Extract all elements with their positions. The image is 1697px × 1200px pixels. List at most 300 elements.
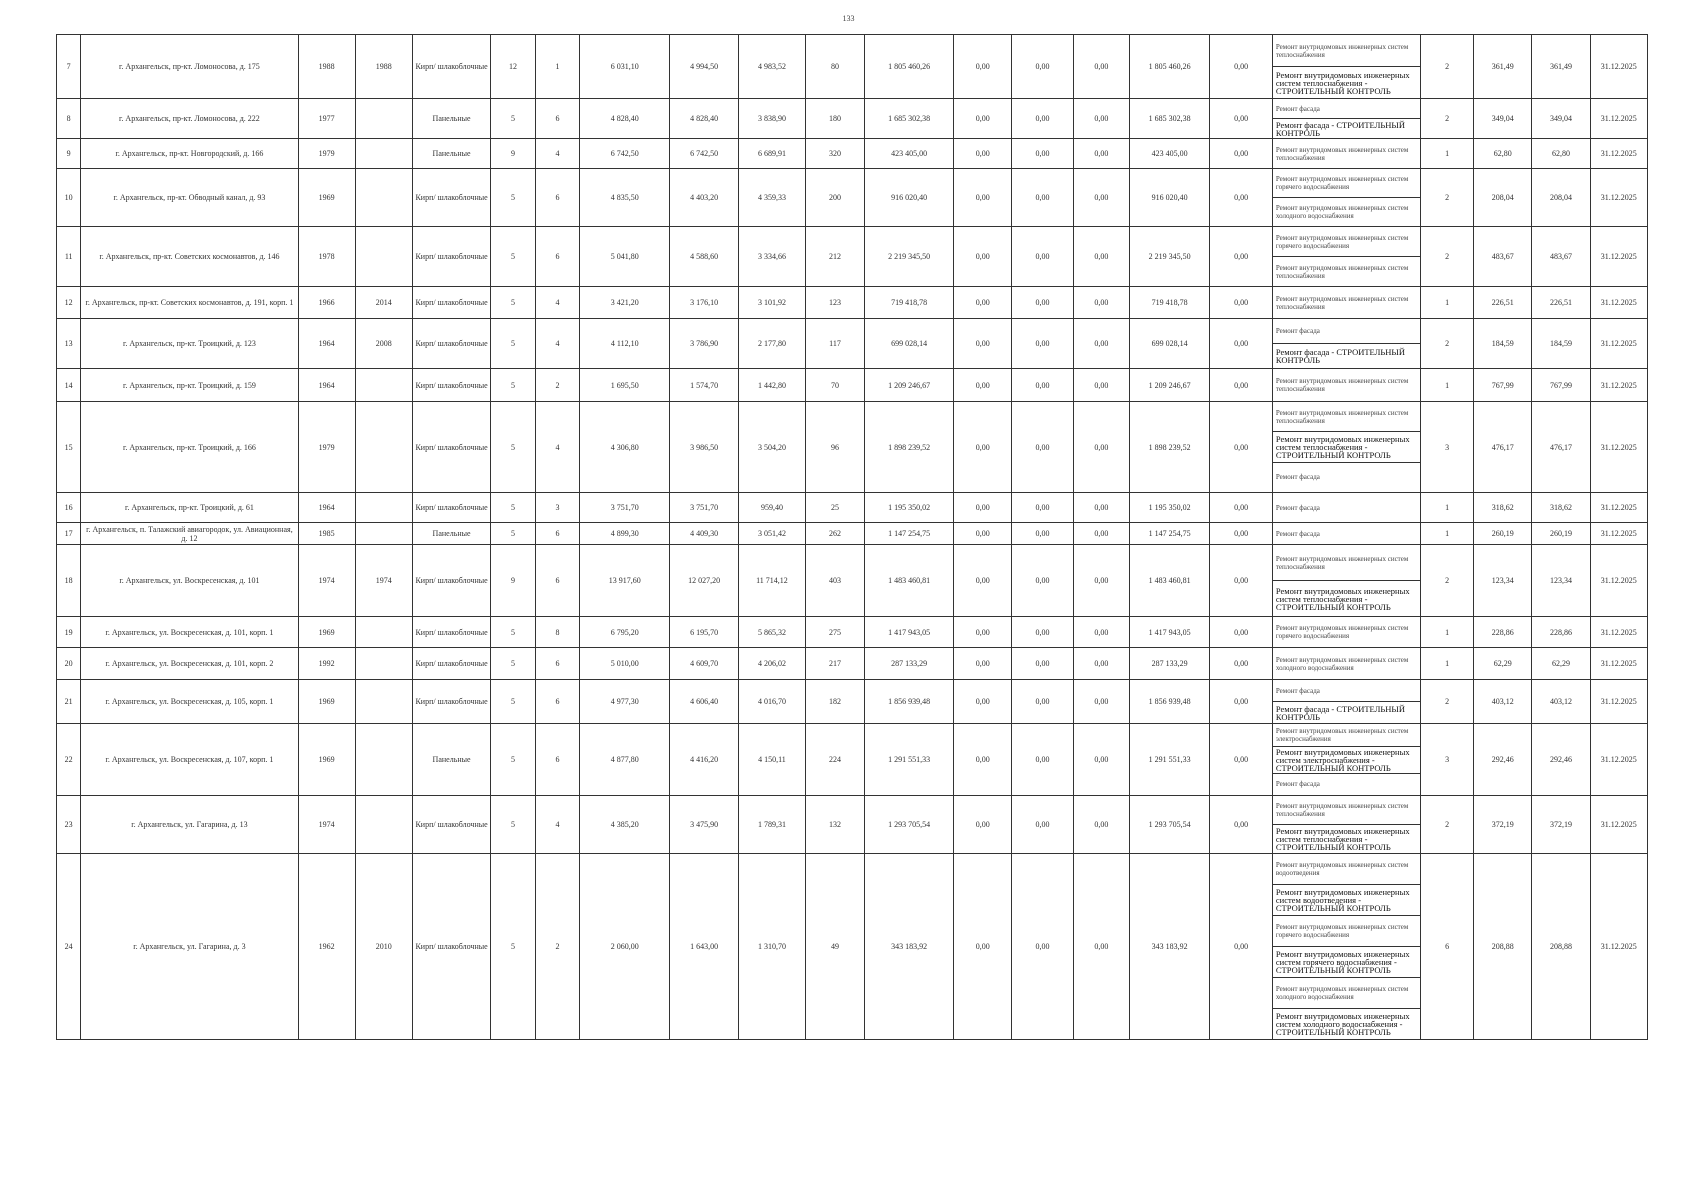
cell-walls: Кирп/ шлакоблочные [412, 617, 490, 648]
cell-limit-per-m2: 123,34 [1532, 545, 1590, 617]
cell-entrances: 6 [535, 169, 579, 227]
work-item: Ремонт внутридомовых инженерных систем холодного водоснабжения [1275, 655, 1409, 672]
cell-floors: 5 [491, 648, 535, 680]
cell-entrances: 6 [535, 724, 579, 796]
cell-floors: 5 [491, 493, 535, 523]
cell-cost-total: 1 417 943,05 [865, 617, 954, 648]
table-row [57, 402, 1648, 493]
cell-cost-per-m2: 123,34 [1474, 545, 1532, 617]
cell-area-res: 4 828,40 [670, 99, 739, 139]
cell-limit-per-m2: 62,80 [1532, 139, 1590, 169]
cell-area-own: 11 714,12 [739, 545, 806, 617]
work-item: Ремонт фасада [1273, 680, 1420, 702]
cell-deadline: 31.12.2025 [1590, 227, 1647, 287]
cell-year-built: 1974 [298, 796, 355, 854]
cell-year-built: 1979 [298, 139, 355, 169]
table-row [57, 617, 1648, 648]
cell-area-total: 5 010,00 [580, 648, 670, 680]
cell-cost-per-m2: 62,29 [1474, 648, 1532, 680]
work-item: Ремонт фасада - СТРОИТЕЛЬНЫЙ КОНТРОЛЬ [1275, 347, 1405, 365]
cell-area-own: 5 865,32 [739, 617, 806, 648]
cell-floors: 5 [491, 523, 535, 545]
cell-fund-reg: 0,00 [1012, 319, 1073, 369]
work-item: Ремонт фасада [1275, 473, 1320, 482]
cell-entrances: 8 [535, 617, 579, 648]
cell-fund-other: 0,00 [1210, 287, 1272, 319]
cell-area-res: 3 786,90 [670, 319, 739, 369]
cell-fund-own: 287 133,29 [1129, 648, 1210, 680]
cell-cost-total: 1 195 350,02 [865, 493, 954, 523]
table-body [57, 35, 1648, 1040]
cell-entrances: 4 [535, 319, 579, 369]
cell-entrances: 6 [535, 227, 579, 287]
cell-deadline: 31.12.2025 [1590, 35, 1647, 99]
work-item: Ремонт внутридомовых инженерных систем теплоснабжения [1273, 545, 1420, 581]
cell-walls: Кирп/ шлакоблочные [412, 648, 490, 680]
cell-works-count: 3 [1421, 724, 1474, 796]
cell-year-built: 1962 [298, 854, 355, 1040]
cell-fund-fed: 0,00 [954, 796, 1012, 854]
work-item: Ремонт внутридомовых инженерных систем водоотведения - СТРОИТЕЛЬНЫЙ КОНТРОЛЬ [1273, 885, 1420, 916]
cell-deadline: 31.12.2025 [1590, 523, 1647, 545]
cell-area-res: 3 751,70 [670, 493, 739, 523]
cell-fund-reg: 0,00 [1012, 545, 1073, 617]
work-item: Ремонт внутридомовых инженерных систем теплоснабжения [1273, 796, 1420, 825]
cell-cost-per-m2: 208,04 [1474, 169, 1532, 227]
cell-works-count: 2 [1421, 680, 1474, 724]
cell-year-recon [355, 169, 412, 227]
cell-year-recon [355, 99, 412, 139]
cell-works [1272, 648, 1420, 680]
cell-entrances: 2 [535, 854, 579, 1040]
cell-floors: 5 [491, 369, 535, 402]
cell-residents: 217 [805, 648, 864, 680]
cell-year-recon [355, 680, 412, 724]
works-list [1273, 35, 1420, 98]
works-list [1273, 724, 1420, 795]
cell-address: г. Архангельск, ул. Воскресенская, д. 105, корп. 1 [81, 680, 298, 724]
cell-fund-mun: 0,00 [1073, 493, 1129, 523]
cell-fund-fed: 0,00 [954, 617, 1012, 648]
works-list [1273, 617, 1420, 647]
cell-fund-own: 1 195 350,02 [1129, 493, 1210, 523]
cell-works [1272, 402, 1420, 493]
cell-limit-per-m2: 372,19 [1532, 796, 1590, 854]
cell-cost-total: 287 133,29 [865, 648, 954, 680]
cell-walls: Кирп/ шлакоблочные [412, 369, 490, 402]
cell-area-res: 3 475,90 [670, 796, 739, 854]
cell-fund-fed: 0,00 [954, 648, 1012, 680]
cell-walls: Кирп/ шлакоблочные [412, 545, 490, 617]
cell-residents: 182 [805, 680, 864, 724]
cell-area-total: 6 031,10 [580, 35, 670, 99]
cell-area-res: 1 643,00 [670, 854, 739, 1040]
work-item: Ремонт внутридомовых инженерных систем теплоснабжения - СТРОИТЕЛЬНЫЙ КОНТРОЛЬ [1275, 585, 1410, 612]
cell-floors: 5 [491, 854, 535, 1040]
cell-cost-per-m2: 483,67 [1474, 227, 1532, 287]
cell-cost-per-m2: 228,86 [1474, 617, 1532, 648]
cell-year-recon: 1988 [355, 35, 412, 99]
cell-fund-own: 1 147 254,75 [1129, 523, 1210, 545]
cell-fund-mun: 0,00 [1073, 796, 1129, 854]
work-item: Ремонт фасада [1275, 780, 1320, 789]
cell-area-own: 4 016,70 [739, 680, 806, 724]
cell-fund-fed: 0,00 [954, 35, 1012, 99]
cell-num: 21 [57, 680, 81, 724]
table-row [57, 648, 1648, 680]
cell-fund-reg: 0,00 [1012, 680, 1073, 724]
cell-fund-reg: 0,00 [1012, 648, 1073, 680]
cell-deadline: 31.12.2025 [1590, 648, 1647, 680]
cell-fund-other: 0,00 [1210, 99, 1272, 139]
cell-fund-other: 0,00 [1210, 169, 1272, 227]
cell-fund-fed: 0,00 [954, 493, 1012, 523]
cell-year-built: 1985 [298, 523, 355, 545]
cell-year-recon [355, 523, 412, 545]
works-list [1273, 854, 1420, 1039]
work-item: Ремонт внутридомовых инженерных систем теплоснабжения - СТРОИТЕЛЬНЫЙ КОНТРОЛЬ [1275, 69, 1410, 96]
cell-address: г. Архангельск, пр-кт. Троицкий, д. 61 [81, 493, 298, 523]
cell-fund-other: 0,00 [1210, 319, 1272, 369]
cell-residents: 403 [805, 545, 864, 617]
cell-area-res: 3 176,10 [670, 287, 739, 319]
cell-fund-fed: 0,00 [954, 319, 1012, 369]
work-item: Ремонт фасада [1275, 529, 1320, 538]
cell-works [1272, 35, 1420, 99]
work-item: Ремонт внутридомовых инженерных систем водоотведения [1273, 854, 1420, 885]
cell-works [1272, 796, 1420, 854]
cell-address: г. Архангельск, пр-кт. Новгородский, д. 166 [81, 139, 298, 169]
cell-area-res: 4 609,70 [670, 648, 739, 680]
cell-works-count: 1 [1421, 287, 1474, 319]
cell-year-recon [355, 617, 412, 648]
cell-walls: Панельные [412, 139, 490, 169]
cell-address: г. Архангельск, ул. Воскресенская, д. 101, корп. 2 [81, 648, 298, 680]
cell-fund-other: 0,00 [1210, 402, 1272, 493]
cell-floors: 5 [491, 227, 535, 287]
cell-limit-per-m2: 184,59 [1532, 319, 1590, 369]
cell-fund-mun: 0,00 [1073, 854, 1129, 1040]
table-row [57, 139, 1648, 169]
work-item: Ремонт внутридомовых инженерных систем горячего водоснабжения - СТРОИТЕЛЬНЫЙ КОНТРОЛЬ [1273, 947, 1420, 978]
cell-works-count: 2 [1421, 35, 1474, 99]
cell-fund-mun: 0,00 [1073, 724, 1129, 796]
cell-area-res: 3 986,50 [670, 402, 739, 493]
cell-deadline: 31.12.2025 [1590, 99, 1647, 139]
cell-limit-per-m2: 483,67 [1532, 227, 1590, 287]
cell-works-count: 2 [1421, 319, 1474, 369]
cell-fund-reg: 0,00 [1012, 854, 1073, 1040]
cell-num: 9 [57, 139, 81, 169]
cell-residents: 80 [805, 35, 864, 99]
work-item: Ремонт фасада [1273, 99, 1420, 119]
cell-fund-other: 0,00 [1210, 523, 1272, 545]
cell-works-count: 2 [1421, 227, 1474, 287]
work-item: Ремонт внутридомовых инженерных систем горячего водоснабжения [1275, 624, 1409, 640]
cell-area-own: 959,40 [739, 493, 806, 523]
cell-floors: 5 [491, 402, 535, 493]
cell-works [1272, 139, 1420, 169]
cell-works-count: 6 [1421, 854, 1474, 1040]
cell-fund-mun: 0,00 [1073, 648, 1129, 680]
cell-address: г. Архангельск, ул. Воскресенская, д. 101 [81, 545, 298, 617]
cell-address: г. Архангельск, пр-кт. Троицкий, д. 123 [81, 319, 298, 369]
cell-deadline: 31.12.2025 [1590, 545, 1647, 617]
cell-area-own: 6 689,91 [739, 139, 806, 169]
cell-cost-total: 1 483 460,81 [865, 545, 954, 617]
cell-area-own: 4 206,02 [739, 648, 806, 680]
table-row [57, 227, 1648, 287]
work-item: Ремонт внутридомовых инженерных систем теплоснабжения [1275, 294, 1409, 311]
cell-works-count: 2 [1421, 99, 1474, 139]
cell-year-recon: 1974 [355, 545, 412, 617]
cell-residents: 262 [805, 523, 864, 545]
cell-fund-reg: 0,00 [1012, 35, 1073, 99]
cell-floors: 9 [491, 139, 535, 169]
work-item: Ремонт внутридомовых инженерных систем холодного водоснабжения - СТРОИТЕЛЬНЫЙ КОНТРОЛЬ [1275, 1011, 1410, 1037]
cell-fund-other: 0,00 [1210, 854, 1272, 1040]
works-list [1273, 545, 1420, 616]
cell-walls: Панельные [412, 523, 490, 545]
cell-limit-per-m2: 318,62 [1532, 493, 1590, 523]
cell-works-count: 1 [1421, 523, 1474, 545]
cell-works-count: 2 [1421, 169, 1474, 227]
table-row [57, 523, 1648, 545]
cell-cost-per-m2: 403,12 [1474, 680, 1532, 724]
cell-address: г. Архангельск, пр-кт. Обводный канал, д. 93 [81, 169, 298, 227]
cell-entrances: 4 [535, 796, 579, 854]
cell-works-count: 3 [1421, 402, 1474, 493]
cell-works-count: 1 [1421, 617, 1474, 648]
cell-fund-mun: 0,00 [1073, 139, 1129, 169]
cell-year-built: 1978 [298, 227, 355, 287]
cell-cost-total: 916 020,40 [865, 169, 954, 227]
cell-fund-other: 0,00 [1210, 227, 1272, 287]
cell-deadline: 31.12.2025 [1590, 680, 1647, 724]
cell-area-total: 6 742,50 [580, 139, 670, 169]
cell-deadline: 31.12.2025 [1590, 287, 1647, 319]
cell-deadline: 31.12.2025 [1590, 617, 1647, 648]
work-item: Ремонт внутридомовых инженерных систем электроснабжения [1273, 724, 1420, 747]
cell-fund-other: 0,00 [1210, 35, 1272, 99]
cell-cost-total: 1 209 246,67 [865, 369, 954, 402]
cell-cost-per-m2: 292,46 [1474, 724, 1532, 796]
cell-works [1272, 169, 1420, 227]
cell-area-total: 4 835,50 [580, 169, 670, 227]
cell-year-built: 1964 [298, 319, 355, 369]
cell-fund-other: 0,00 [1210, 648, 1272, 680]
cell-year-recon [355, 796, 412, 854]
cell-fund-reg: 0,00 [1012, 139, 1073, 169]
table-row [57, 35, 1648, 99]
cell-works-count: 1 [1421, 493, 1474, 523]
cell-year-built: 1964 [298, 369, 355, 402]
cell-walls: Кирп/ шлакоблочные [412, 319, 490, 369]
cell-fund-own: 1 209 246,67 [1129, 369, 1210, 402]
works-list [1273, 680, 1420, 723]
cell-walls: Кирп/ шлакоблочные [412, 169, 490, 227]
cell-limit-per-m2: 208,88 [1532, 854, 1590, 1040]
cell-fund-fed: 0,00 [954, 99, 1012, 139]
work-item: Ремонт внутридомовых инженерных систем теплоснабжения [1275, 263, 1409, 280]
cell-fund-mun: 0,00 [1073, 35, 1129, 99]
cell-walls: Кирп/ шлакоблочные [412, 227, 490, 287]
cell-works-count: 1 [1421, 139, 1474, 169]
cell-cost-total: 1 856 939,48 [865, 680, 954, 724]
cell-num: 15 [57, 402, 81, 493]
cell-area-total: 6 795,20 [580, 617, 670, 648]
cell-works-count: 1 [1421, 369, 1474, 402]
cell-fund-mun: 0,00 [1073, 402, 1129, 493]
cell-cost-per-m2: 318,62 [1474, 493, 1532, 523]
cell-cost-per-m2: 62,80 [1474, 139, 1532, 169]
cell-fund-own: 1 685 302,38 [1129, 99, 1210, 139]
cell-fund-own: 916 020,40 [1129, 169, 1210, 227]
cell-floors: 5 [491, 169, 535, 227]
cell-year-built: 1992 [298, 648, 355, 680]
cell-limit-per-m2: 476,17 [1532, 402, 1590, 493]
cell-fund-own: 1 293 705,54 [1129, 796, 1210, 854]
cell-year-built: 1977 [298, 99, 355, 139]
cell-address: г. Архангельск, ул. Гагарина, д. 13 [81, 796, 298, 854]
cell-area-total: 3 751,70 [580, 493, 670, 523]
cell-cost-total: 2 219 345,50 [865, 227, 954, 287]
cell-address: г. Архангельск, пр-кт. Ломоносова, д. 222 [81, 99, 298, 139]
cell-address: г. Архангельск, ул. Гагарина, д. 3 [81, 854, 298, 1040]
works-list [1273, 169, 1420, 226]
works-list [1273, 493, 1420, 522]
table-row [57, 287, 1648, 319]
cell-fund-own: 699 028,14 [1129, 319, 1210, 369]
cell-deadline: 31.12.2025 [1590, 319, 1647, 369]
cell-year-recon [355, 227, 412, 287]
cell-fund-own: 423 405,00 [1129, 139, 1210, 169]
works-list [1273, 139, 1420, 168]
cell-fund-reg: 0,00 [1012, 724, 1073, 796]
cell-area-own: 4 983,52 [739, 35, 806, 99]
cell-area-total: 4 112,10 [580, 319, 670, 369]
cell-limit-per-m2: 228,86 [1532, 617, 1590, 648]
cell-area-own: 1 310,70 [739, 854, 806, 1040]
cell-entrances: 2 [535, 369, 579, 402]
cell-works [1272, 287, 1420, 319]
cell-area-total: 4 306,80 [580, 402, 670, 493]
cell-fund-other: 0,00 [1210, 369, 1272, 402]
cell-area-total: 3 421,20 [580, 287, 670, 319]
cell-entrances: 4 [535, 287, 579, 319]
cell-walls: Кирп/ шлакоблочные [412, 680, 490, 724]
cell-area-own: 4 150,11 [739, 724, 806, 796]
cell-fund-mun: 0,00 [1073, 99, 1129, 139]
cell-works-count: 2 [1421, 796, 1474, 854]
work-item: Ремонт внутридомовых инженерных систем горячего водоснабжения [1273, 169, 1420, 198]
cell-limit-per-m2: 403,12 [1532, 680, 1590, 724]
cell-fund-reg: 0,00 [1012, 287, 1073, 319]
cell-num: 13 [57, 319, 81, 369]
cell-year-built: 1969 [298, 617, 355, 648]
cell-num: 7 [57, 35, 81, 99]
cell-area-own: 3 051,42 [739, 523, 806, 545]
cell-address: г. Архангельск, п. Талажский авиагородок, ул. Авиационная, д. 12 [81, 523, 298, 545]
cell-fund-own: 1 805 460,26 [1129, 35, 1210, 99]
cell-address: г. Архангельск, пр-кт. Советских космонавтов, д. 146 [81, 227, 298, 287]
cell-area-own: 1 442,80 [739, 369, 806, 402]
work-item: Ремонт внутридомовых инженерных систем теплоснабжения [1273, 402, 1420, 432]
cell-walls: Кирп/ шлакоблочные [412, 35, 490, 99]
cell-fund-other: 0,00 [1210, 796, 1272, 854]
cell-fund-mun: 0,00 [1073, 369, 1129, 402]
cell-area-own: 2 177,80 [739, 319, 806, 369]
cell-year-recon: 2014 [355, 287, 412, 319]
cell-fund-fed: 0,00 [954, 169, 1012, 227]
cell-area-own: 3 334,66 [739, 227, 806, 287]
cell-year-recon [355, 139, 412, 169]
cell-area-total: 4 877,80 [580, 724, 670, 796]
cell-num: 10 [57, 169, 81, 227]
cell-floors: 9 [491, 545, 535, 617]
works-list [1273, 319, 1420, 368]
cell-walls: Кирп/ шлакоблочные [412, 796, 490, 854]
cell-fund-fed: 0,00 [954, 227, 1012, 287]
cell-entrances: 4 [535, 139, 579, 169]
cell-fund-fed: 0,00 [954, 139, 1012, 169]
cell-address: г. Архангельск, ул. Воскресенская, д. 101, корп. 1 [81, 617, 298, 648]
cell-entrances: 6 [535, 545, 579, 617]
cell-deadline: 31.12.2025 [1590, 369, 1647, 402]
cell-floors: 5 [491, 617, 535, 648]
cell-fund-reg: 0,00 [1012, 402, 1073, 493]
cell-cost-total: 1 805 460,26 [865, 35, 954, 99]
cell-walls: Кирп/ шлакоблочные [412, 402, 490, 493]
cell-num: 18 [57, 545, 81, 617]
cell-entrances: 1 [535, 35, 579, 99]
cell-fund-reg: 0,00 [1012, 617, 1073, 648]
cell-fund-mun: 0,00 [1073, 680, 1129, 724]
cell-area-total: 4 828,40 [580, 99, 670, 139]
cell-entrances: 4 [535, 402, 579, 493]
cell-fund-fed: 0,00 [954, 523, 1012, 545]
cell-fund-other: 0,00 [1210, 680, 1272, 724]
works-list [1273, 227, 1420, 286]
cell-year-recon [355, 402, 412, 493]
cell-num: 19 [57, 617, 81, 648]
cell-cost-total: 423 405,00 [865, 139, 954, 169]
cell-num: 8 [57, 99, 81, 139]
works-list [1273, 99, 1420, 138]
cell-fund-fed: 0,00 [954, 369, 1012, 402]
cell-residents: 224 [805, 724, 864, 796]
cell-area-res: 4 994,50 [670, 35, 739, 99]
cell-area-total: 5 041,80 [580, 227, 670, 287]
cell-fund-reg: 0,00 [1012, 369, 1073, 402]
cell-works [1272, 617, 1420, 648]
cell-year-recon [355, 724, 412, 796]
cell-works-count: 2 [1421, 545, 1474, 617]
cell-fund-own: 1 856 939,48 [1129, 680, 1210, 724]
cell-fund-own: 2 219 345,50 [1129, 227, 1210, 287]
cell-area-total: 13 917,60 [580, 545, 670, 617]
work-item: Ремонт фасада - СТРОИТЕЛЬНЫЙ КОНТРОЛЬ [1275, 703, 1405, 722]
cell-fund-reg: 0,00 [1012, 523, 1073, 545]
cell-area-res: 4 409,30 [670, 523, 739, 545]
cell-address: г. Архангельск, пр-кт. Троицкий, д. 159 [81, 369, 298, 402]
cell-cost-total: 719 418,78 [865, 287, 954, 319]
cell-limit-per-m2: 62,29 [1532, 648, 1590, 680]
works-list [1273, 287, 1420, 318]
cell-residents: 123 [805, 287, 864, 319]
cell-walls: Кирп/ шлакоблочные [412, 854, 490, 1040]
cell-area-res: 6 195,70 [670, 617, 739, 648]
